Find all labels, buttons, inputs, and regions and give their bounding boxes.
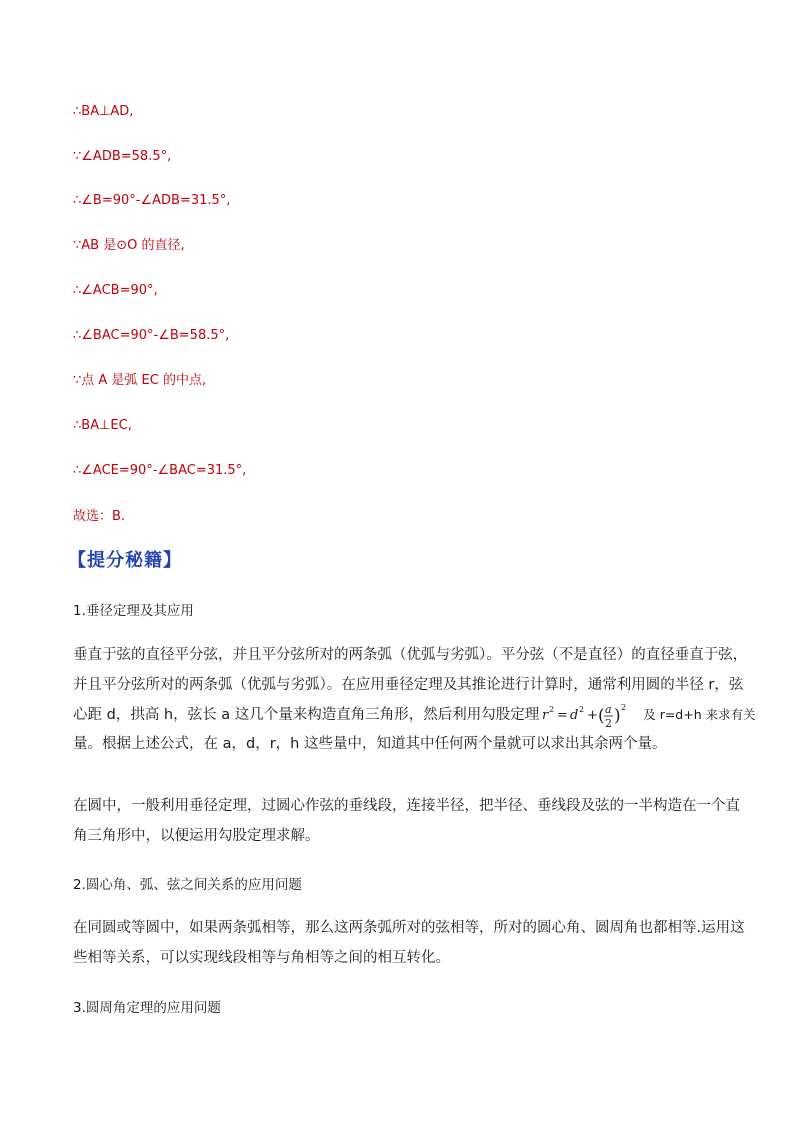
text-line: 在圆中，一般利用垂径定理，过圆心作弦的垂线段，连接半径，把半径、垂线段及弦的一半构造在一个直 <box>73 798 740 814</box>
text-line: 些相等关系，可以实现线段相等与角相等之间的相互转化。 <box>73 949 450 966</box>
item2-paragraph <box>73 914 745 973</box>
svg-text:2: 2 <box>579 705 585 714</box>
solution-line: ∴BA⊥AD, <box>73 104 134 119</box>
pythagorean-formula <box>542 700 640 730</box>
svg-text:2: 2 <box>621 703 627 712</box>
svg-text:a: a <box>605 703 612 716</box>
solution-line: ∴BA⊥EC, <box>73 418 132 433</box>
item3-title: 3.圆周角定理的应用问题 <box>73 1000 221 1016</box>
item1-paragraph-2 <box>73 792 740 851</box>
item1-title: 1.垂径定理及其应用 <box>73 603 194 619</box>
svg-text:2: 2 <box>549 705 555 714</box>
text-line: 垂直于弦的直径平分弦，并且平分弦所对的两条弧（优弧与劣弧）。平分弦（不是直径）的直径垂直于弦， <box>73 647 748 663</box>
solution-line: ∴∠ACB=90°, <box>73 283 158 298</box>
item2-title: 2.圆心角、弧、弦之间关系的应用问题 <box>73 877 302 893</box>
solution-line: ∴∠ACE=90°-∠BAC=31.5°, <box>73 463 247 478</box>
solution-line: ∵点 A 是弧 EC 的中点, <box>73 373 207 388</box>
text-line: 在同圆或等圆中，如果两条弧相等，那么这两条弧所对的弦相等，所对的圆心角、圆周角也都相等.运用这 <box>73 920 745 936</box>
svg-text:d: d <box>570 708 579 723</box>
svg-text:r: r <box>542 708 549 723</box>
text-span: 及 r=d+h 来求有关 <box>643 707 756 722</box>
text-line: 角三角形中，以便运用勾股定理求解。 <box>73 827 320 844</box>
text-line-with-formula <box>73 700 756 730</box>
svg-text:=: = <box>557 708 569 723</box>
text-line: 并且平分弦所对的两条弧（优弧与劣弧）。在应用垂径定理及其推论进行计算时，通常利用圆的半径 r，弦 <box>73 676 744 693</box>
solution-line: ∵∠ADB=58.5°, <box>73 149 172 164</box>
section-title: 【提分秘籍】 <box>68 550 182 571</box>
solution-line: ∴∠B=90°-∠ADB=31.5°, <box>73 193 231 208</box>
solution-line: ∵AB 是⊙O 的直径, <box>73 238 185 253</box>
answer-line: 故选：B. <box>73 509 126 524</box>
solution-line: ∴∠BAC=90°-∠B=58.5°, <box>73 328 230 343</box>
svg-text:): ) <box>614 706 621 726</box>
svg-text:2: 2 <box>605 717 613 730</box>
svg-text:(: ( <box>598 706 605 726</box>
text-span: 心距 d，拱高 h，弦长 a 这几个量来构造直角三角形，然后利用勾股定理 <box>73 707 540 723</box>
item1-paragraph-1 <box>73 641 756 759</box>
svg-text:+: + <box>587 708 599 723</box>
text-line: 量。根据上述公式，在 a，d，r，h 这些量中，知道其中任何两个量就可以求出其余两个量。 <box>73 735 667 752</box>
